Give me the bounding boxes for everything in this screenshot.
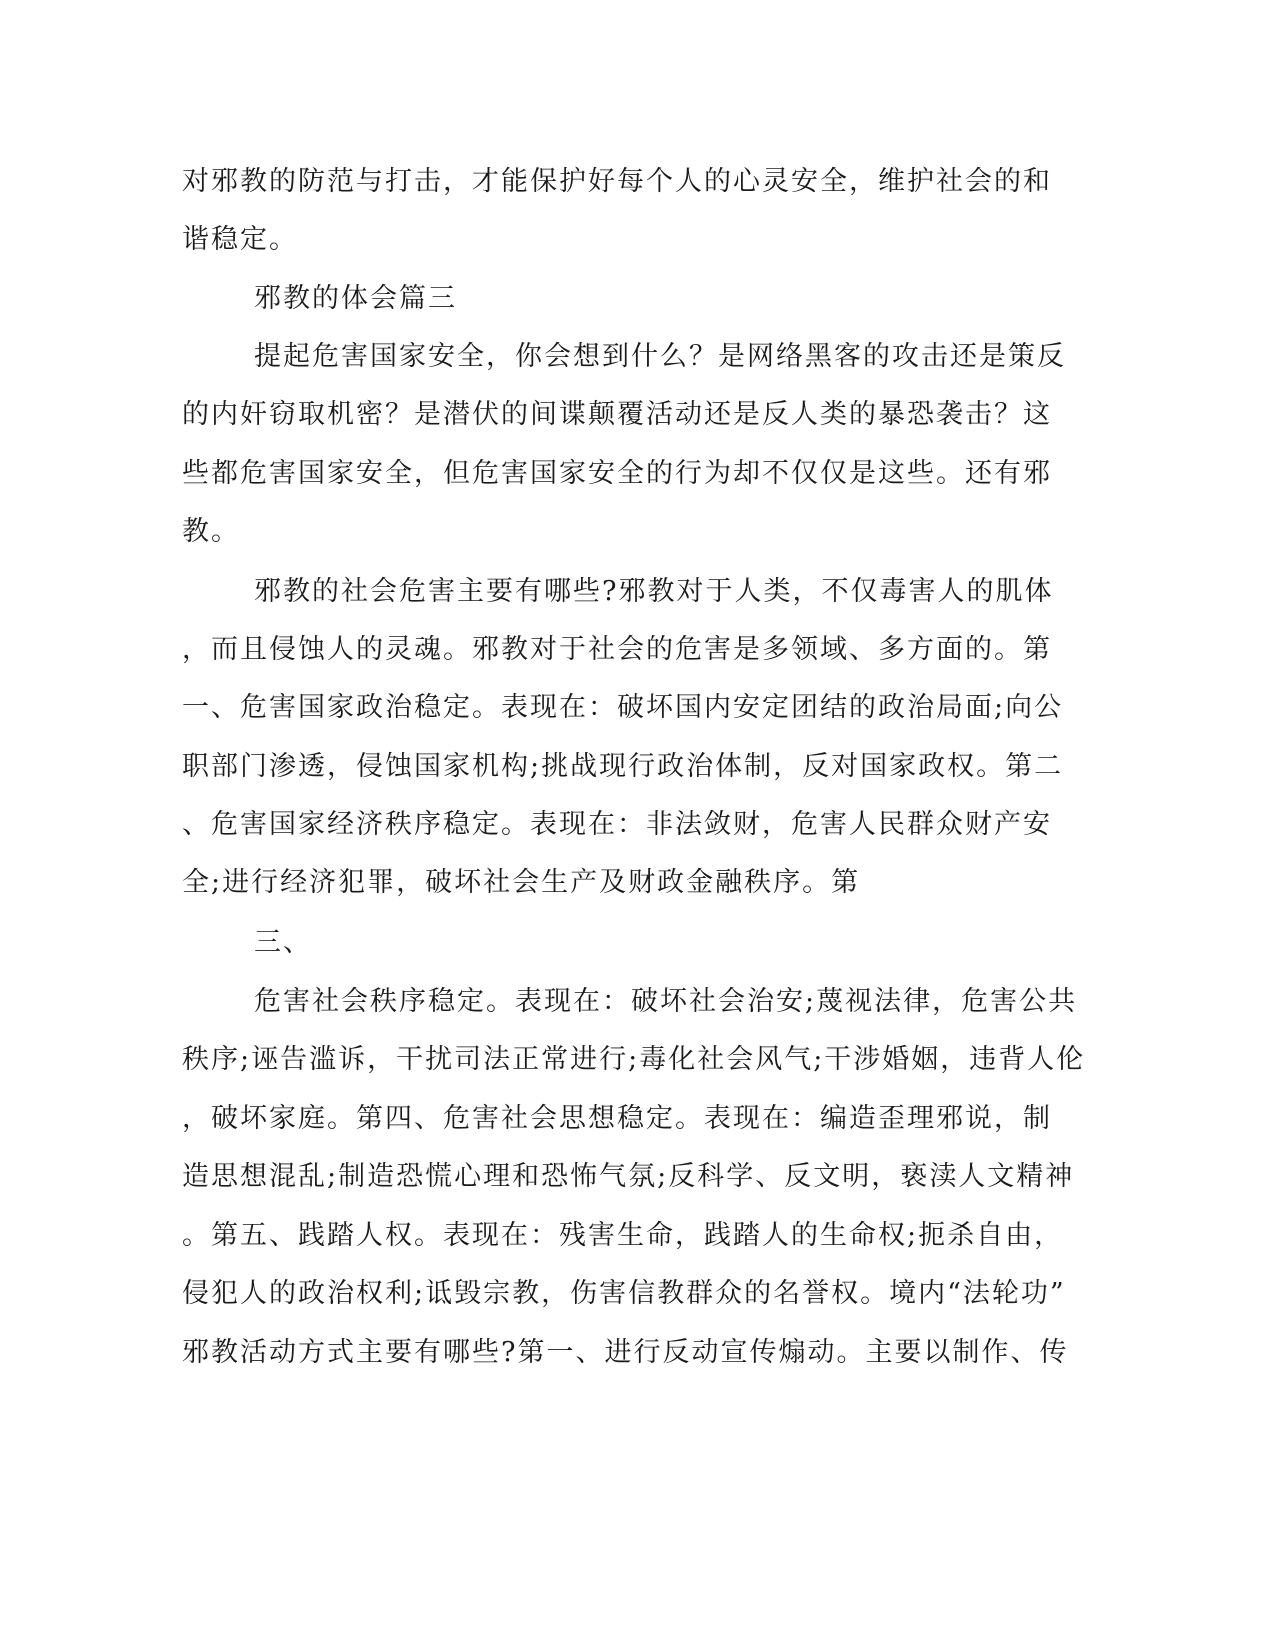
text-line: 邪教活动方式主要有哪些?第一、进行反动宣传煽动。主要以制作、传 — [182, 1337, 1069, 1368]
text-line: ，破坏家庭。第四、危害社会思想稳定。表现在：编造歪理邪说，制 — [182, 1103, 1052, 1134]
text-line: 造思想混乱;制造恐慌心理和恐怖气氛;反科学、反文明，亵渎人文精神 — [182, 1161, 1075, 1192]
text-line: 全;进行经济犯罪，破坏社会生产及财政金融秩序。第 — [182, 867, 861, 898]
text-line: 危害社会秩序稳定。表现在：破坏社会治安;蔑视法律，危害公共 — [254, 986, 1078, 1017]
text-line: 秩序;诬告滥诉，干扰司法正常进行;毒化社会风气;干涉婚姻，违背人伦 — [182, 1044, 1086, 1075]
text-line: 教。 — [182, 516, 240, 547]
text-line: 对邪教的防范与打击，才能保护好每个人的心灵安全，维护社会的和 — [182, 166, 1052, 197]
text-line: ，而且侵蚀人的灵魂。邪教对于社会的危害是多领域、多方面的。第 — [182, 634, 1052, 665]
text-line: 提起危害国家安全，你会想到什么？是网络黑客的攻击还是策反 — [254, 341, 1066, 372]
text-line: 三、 — [254, 927, 312, 958]
text-line: 。第五、践踏人权。表现在：残害生命，践踏人的生命权;扼杀自由， — [182, 1220, 1064, 1251]
text-line: 、危害国家经济秩序稳定。表现在：非法敛财，危害人民群众财产安 — [182, 809, 1052, 840]
text-line: 职部门渗透，侵蚀国家机构;挑战现行政治体制，反对国家政权。第二 — [182, 751, 1064, 782]
text-line: 的内奸窃取机密？是潜伏的间谍颠覆活动还是反人类的暴恐袭击？这 — [182, 399, 1052, 430]
text-line: 一、危害国家政治稳定。表现在：破坏国内安定团结的政治局面;向公 — [182, 692, 1064, 723]
text-line: 些都危害国家安全，但危害国家安全的行为却不仅仅是这些。还有邪 — [182, 458, 1052, 489]
text-line: 邪教的社会危害主要有哪些?邪教对于人类，不仅毒害人的肌体 — [254, 576, 1054, 607]
text-line: 侵犯人的政治权利;诋毁宗教，伤害信教群众的名誉权。境内“法轮功” — [182, 1278, 1066, 1309]
section-heading: 邪教的体会篇三 — [254, 283, 457, 314]
text-line: 谐稳定。 — [182, 224, 298, 255]
